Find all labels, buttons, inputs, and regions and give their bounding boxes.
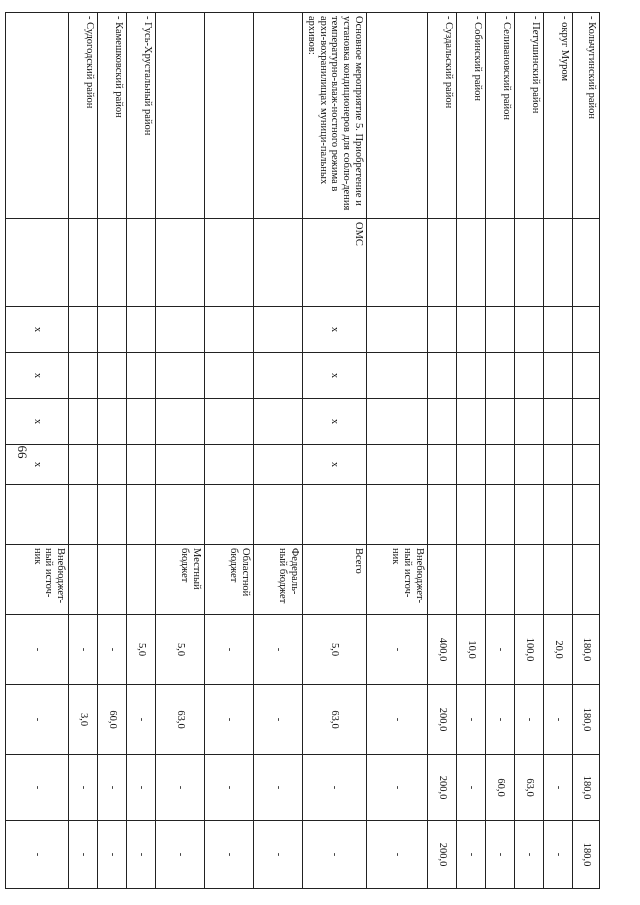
cell-year-2: 63,0 (303, 685, 367, 755)
table-row (69, 13, 98, 889)
cell-col4: x (6, 399, 69, 445)
cell-source-label (98, 545, 127, 615)
cell-col4 (254, 399, 303, 445)
rotated-table-wrapper (31, 12, 600, 888)
row-name-cell: - Собинский район (457, 13, 486, 219)
cell-col3 (127, 353, 156, 399)
cell-year-1: - (254, 615, 303, 685)
cell-col4: x (303, 399, 367, 445)
rotated-table-area (31, 12, 600, 888)
table-row (515, 13, 544, 889)
cell-col1 (98, 219, 127, 307)
cell-year-3: - (156, 755, 205, 821)
cell-source (156, 485, 205, 545)
cell-col3: x (6, 353, 69, 399)
table-row (205, 13, 254, 889)
cell-year-3: - (254, 755, 303, 821)
table-row (428, 13, 457, 889)
cell-col2 (254, 307, 303, 353)
cell-year-4: - (69, 821, 98, 889)
cell-col4 (573, 399, 600, 445)
table-row (573, 13, 600, 889)
cell-col1 (486, 219, 515, 307)
cell-col4 (156, 399, 205, 445)
cell-col5 (457, 445, 486, 485)
cell-year-1: 20,0 (544, 615, 573, 685)
cell-source (573, 485, 600, 545)
cell-col5 (573, 445, 600, 485)
cell-col2 (156, 307, 205, 353)
cell-col5 (127, 445, 156, 485)
cell-year-2: - (205, 685, 254, 755)
cell-year-3: 60,0 (486, 755, 515, 821)
cell-col5 (515, 445, 544, 485)
cell-year-2: - (367, 685, 428, 755)
table-row (254, 13, 303, 889)
cell-year-4: - (515, 821, 544, 889)
cell-col1 (515, 219, 544, 307)
cell-year-2: 200,0 (428, 685, 457, 755)
cell-year-1: - (367, 615, 428, 685)
cell-source-label: Федераль-ный бюджет (254, 545, 303, 615)
row-name-cell: - Судогодский район (69, 13, 98, 219)
cell-col4 (205, 399, 254, 445)
row-name-cell: - Камешковский район (98, 13, 127, 219)
cell-col3 (457, 353, 486, 399)
row-name-cell: - округ Муром (544, 13, 573, 219)
cell-year-3: - (69, 755, 98, 821)
cell-col3 (573, 353, 600, 399)
cell-col1 (367, 219, 428, 307)
cell-year-3: - (457, 755, 486, 821)
cell-year-1: 10,0 (457, 615, 486, 685)
cell-col1 (69, 219, 98, 307)
cell-year-4: 180,0 (573, 821, 600, 889)
cell-year-2: 63,0 (156, 685, 205, 755)
cell-col2: x (6, 307, 69, 353)
cell-source (205, 485, 254, 545)
cell-col1 (254, 219, 303, 307)
cell-source-label: Внебюджет-ный источ-ник (367, 545, 428, 615)
table-row (544, 13, 573, 889)
cell-year-1: - (486, 615, 515, 685)
cell-year-2: - (6, 685, 69, 755)
cell-year-4: - (544, 821, 573, 889)
cell-col5 (544, 445, 573, 485)
cell-source-label (573, 545, 600, 615)
cell-year-4: - (98, 821, 127, 889)
row-name-cell: Основное мероприятие 5. Приобретение и установка кондиционеров для соблю-дения температурно-влаж-ностного режима в архи-вохранилищах муници-пальных архивов: (303, 13, 367, 219)
cell-year-4: - (127, 821, 156, 889)
cell-col2: x (303, 307, 367, 353)
cell-col4 (544, 399, 573, 445)
table-row (367, 13, 428, 889)
cell-col2 (69, 307, 98, 353)
cell-year-3: - (367, 755, 428, 821)
cell-year-1: 5,0 (156, 615, 205, 685)
cell-year-3: - (98, 755, 127, 821)
cell-col2 (367, 307, 428, 353)
row-name-cell (254, 13, 303, 219)
cell-col3 (205, 353, 254, 399)
cell-year-2: - (457, 685, 486, 755)
cell-col4 (486, 399, 515, 445)
cell-col5: x (6, 445, 69, 485)
cell-source-label (69, 545, 98, 615)
cell-year-2: 3,0 (69, 685, 98, 755)
table-row (98, 13, 127, 889)
row-name-cell: - Селивановский район (486, 13, 515, 219)
cell-source (367, 485, 428, 545)
cell-col2 (428, 307, 457, 353)
cell-year-2: 60,0 (98, 685, 127, 755)
cell-source-label: Местный бюджет (156, 545, 205, 615)
cell-col3: x (303, 353, 367, 399)
cell-year-2: 180,0 (573, 685, 600, 755)
cell-col2 (486, 307, 515, 353)
table-body (6, 13, 600, 889)
cell-col3 (98, 353, 127, 399)
cell-source-label (457, 545, 486, 615)
cell-source-label: Областной бюджет (205, 545, 254, 615)
table-row (486, 13, 515, 889)
cell-col4 (69, 399, 98, 445)
cell-source (428, 485, 457, 545)
cell-col1 (205, 219, 254, 307)
cell-year-1: 180,0 (573, 615, 600, 685)
cell-col4 (457, 399, 486, 445)
cell-year-4: - (367, 821, 428, 889)
cell-source-label (515, 545, 544, 615)
cell-col4 (515, 399, 544, 445)
cell-year-3: - (205, 755, 254, 821)
table-row (303, 13, 367, 889)
budget-table (5, 12, 600, 889)
cell-col1 (544, 219, 573, 307)
cell-year-1: - (205, 615, 254, 685)
cell-col4 (98, 399, 127, 445)
cell-year-2: - (127, 685, 156, 755)
cell-col5 (428, 445, 457, 485)
cell-source (98, 485, 127, 545)
cell-source-label (127, 545, 156, 615)
cell-col2 (515, 307, 544, 353)
cell-source (457, 485, 486, 545)
cell-source-label (544, 545, 573, 615)
cell-year-1: 5,0 (303, 615, 367, 685)
cell-col2 (205, 307, 254, 353)
cell-col2 (544, 307, 573, 353)
cell-col3 (515, 353, 544, 399)
row-name-cell (367, 13, 428, 219)
cell-col2 (457, 307, 486, 353)
cell-col5 (367, 445, 428, 485)
cell-year-4: 200,0 (428, 821, 457, 889)
cell-col3 (69, 353, 98, 399)
cell-col3 (544, 353, 573, 399)
cell-source (544, 485, 573, 545)
page-number: 66 (15, 445, 30, 459)
cell-year-3: - (127, 755, 156, 821)
cell-year-1: - (69, 615, 98, 685)
cell-source (486, 485, 515, 545)
cell-year-3: 180,0 (573, 755, 600, 821)
cell-col1 (457, 219, 486, 307)
cell-source (515, 485, 544, 545)
row-name-cell (6, 13, 69, 219)
cell-year-3: - (6, 755, 69, 821)
cell-col2 (127, 307, 156, 353)
cell-col4 (127, 399, 156, 445)
cell-col3 (254, 353, 303, 399)
cell-year-4: - (156, 821, 205, 889)
cell-year-3: 63,0 (515, 755, 544, 821)
cell-col5 (69, 445, 98, 485)
cell-source-label: Всего (303, 545, 367, 615)
cell-source (6, 485, 69, 545)
cell-col1 (156, 219, 205, 307)
cell-year-1: - (6, 615, 69, 685)
row-name-cell (156, 13, 205, 219)
cell-col3 (156, 353, 205, 399)
row-name-cell (205, 13, 254, 219)
cell-source (303, 485, 367, 545)
cell-col5 (156, 445, 205, 485)
cell-source (127, 485, 156, 545)
cell-year-2: - (515, 685, 544, 755)
cell-year-1: 400,0 (428, 615, 457, 685)
cell-col5 (486, 445, 515, 485)
row-name-cell: - Суздальский район (428, 13, 457, 219)
cell-year-4: - (303, 821, 367, 889)
cell-col4 (428, 399, 457, 445)
cell-col5 (254, 445, 303, 485)
table-row (457, 13, 486, 889)
cell-year-4: - (6, 821, 69, 889)
cell-year-4: - (254, 821, 303, 889)
cell-year-4: - (457, 821, 486, 889)
row-name-cell: - Гусь-Хрустальный район (127, 13, 156, 219)
cell-col2 (98, 307, 127, 353)
cell-col1 (428, 219, 457, 307)
cell-source-label (428, 545, 457, 615)
row-name-cell: - Кольчугинский район (573, 13, 600, 219)
cell-year-4: - (205, 821, 254, 889)
cell-source (69, 485, 98, 545)
cell-year-2: - (254, 685, 303, 755)
cell-year-2: - (486, 685, 515, 755)
table-row (156, 13, 205, 889)
cell-col1 (573, 219, 600, 307)
cell-year-3: - (303, 755, 367, 821)
cell-year-2: - (544, 685, 573, 755)
cell-col1 (6, 219, 69, 307)
cell-year-1: 100,0 (515, 615, 544, 685)
cell-col3 (367, 353, 428, 399)
cell-source-label: Внебюджет-ный источ-ник (6, 545, 69, 615)
cell-year-4: - (486, 821, 515, 889)
cell-source-label (486, 545, 515, 615)
cell-year-3: 200,0 (428, 755, 457, 821)
cell-col3 (428, 353, 457, 399)
cell-year-1: - (98, 615, 127, 685)
cell-col5 (205, 445, 254, 485)
row-name-cell: - Петушинский район (515, 13, 544, 219)
table-row (6, 13, 69, 889)
cell-source (254, 485, 303, 545)
cell-col3 (486, 353, 515, 399)
cell-year-1: 5,0 (127, 615, 156, 685)
cell-col5 (98, 445, 127, 485)
cell-year-3: - (544, 755, 573, 821)
cell-col5: x (303, 445, 367, 485)
cell-col1: ОМС (303, 219, 367, 307)
cell-col1 (127, 219, 156, 307)
cell-col2 (573, 307, 600, 353)
cell-col4 (367, 399, 428, 445)
table-row (127, 13, 156, 889)
